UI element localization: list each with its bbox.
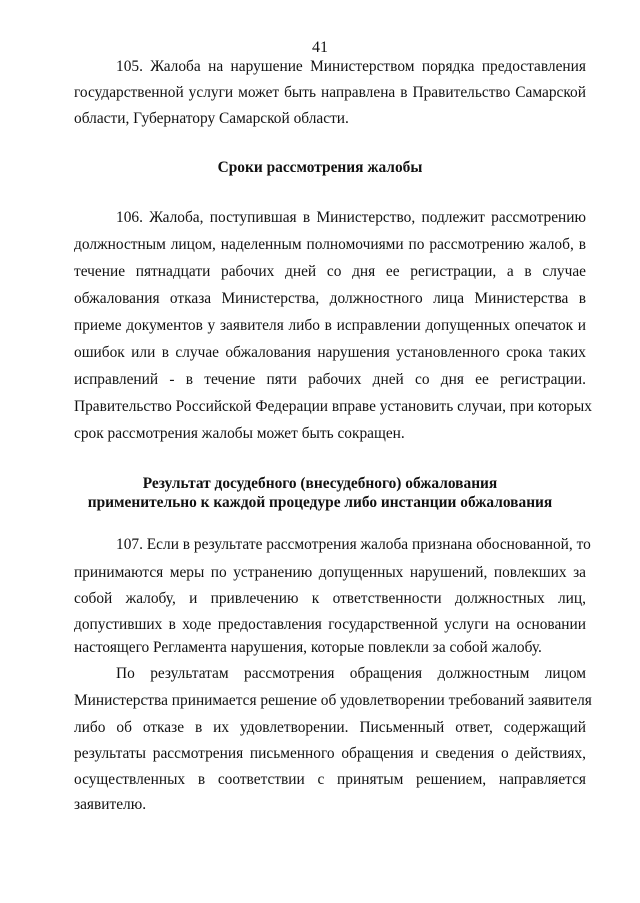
section-heading: Сроки рассмотрения жалобы [217, 159, 423, 176]
text-line: По результатам рассмотрения обращения должностным лицом [116, 665, 586, 682]
text-line: ошибок или в случае обжалования нарушения установленного срока таких [74, 344, 586, 361]
text-line: 107. Если в результате рассмотрения жалоба признана обоснованной, то [116, 536, 591, 553]
text-line: допустивших в ходе предоставления государственной услуги на основании [74, 616, 586, 633]
text-line: государственной услуги может быть направлена в Правительство Самарской [74, 84, 586, 101]
text-line: принимаются меры по устранению допущенных нарушений, повлекших за [74, 564, 586, 581]
text-line: осуществленных в соответствии с принятым решением, направляется [74, 771, 586, 788]
page-number: 41 [312, 39, 328, 56]
text-line: заявителю. [74, 796, 147, 813]
text-line: области, Губернатору Самарской области. [74, 110, 349, 127]
text-line: Министерства принимается решение об удовлетворении требований заявителя [74, 692, 592, 709]
text-line: срок рассмотрения жалобы может быть сокращен. [74, 425, 405, 442]
text-line: настоящего Регламента нарушения, которые повлекли за собой жалобу. [74, 639, 542, 656]
heading-line: Результат досудебного (внесудебного) обжалования [142, 475, 498, 492]
text-line: 106. Жалоба, поступившая в Министерство, подлежит рассмотрению [116, 209, 586, 226]
text-line: приеме документов у заявителя либо в исправлении допущенных опечаток и [74, 317, 586, 334]
text-line: исправлений - в течение пяти рабочих дней со дня ее регистрации. [74, 371, 586, 388]
text-line: течение пятнадцати рабочих дней со дня ее регистрации, а в случае [74, 263, 586, 280]
text-line: обжалования отказа Министерства, должностного лица Министерства в [74, 290, 586, 307]
text-line: должностным лицом, наделенным полномочиями по рассмотрению жалоб, в [74, 236, 586, 253]
text-line: результаты рассмотрения письменного обращения и сведения о действиях, [74, 745, 586, 762]
text-line: собой жалобу, и привлечению к ответственности должностных лиц, [74, 590, 586, 607]
text-line: либо об отказе в их удовлетворении. Письменный ответ, содержащий [74, 719, 586, 736]
text-line: 105. Жалоба на нарушение Министерством порядка предоставления [116, 58, 586, 75]
text-line: Правительство Российской Федерации вправе установить случаи, при которых [74, 398, 592, 415]
heading-line: применительно к каждой процедуре либо инстанции обжалования [87, 494, 553, 511]
